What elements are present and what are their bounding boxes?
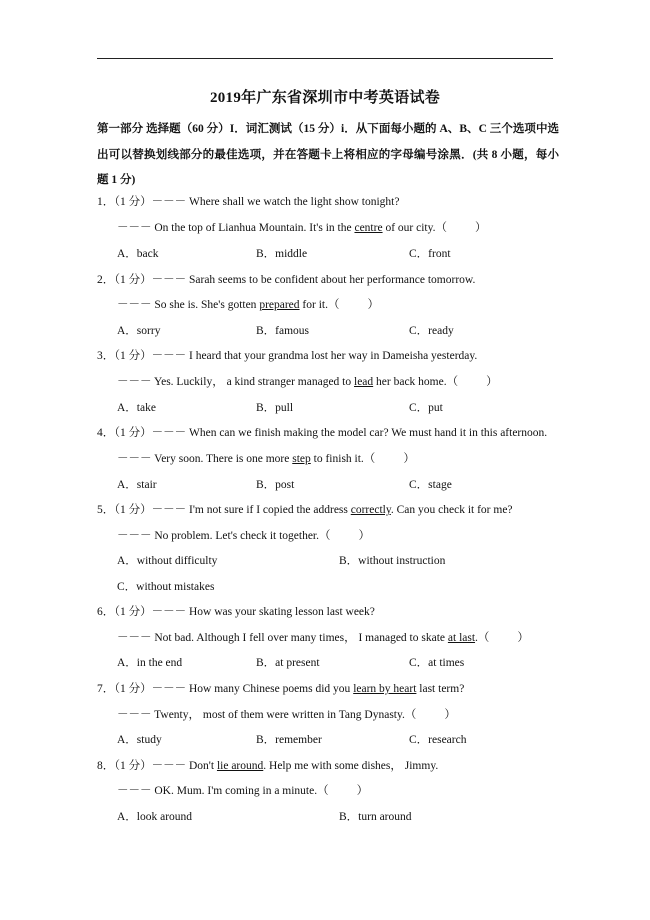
- question-8-option-b[interactable]: B．turn around: [339, 811, 412, 823]
- question-5-answer: －－－ No problem. Let's check it together.（ ）: [117, 530, 370, 542]
- question-5-option-c[interactable]: C．without mistakes: [117, 581, 215, 593]
- question-6-option-b[interactable]: B．at present: [256, 657, 320, 669]
- question-8-option-a[interactable]: A．look around: [117, 811, 193, 823]
- question-1-option-b[interactable]: B．middle: [256, 248, 308, 260]
- question-4-option-b[interactable]: B．post: [256, 479, 295, 491]
- question-4-prompt: 4．（1 分）－－－ When can we finish making the model car? We must hand it in this afternoon.: [97, 427, 548, 439]
- question-1-prompt: 1．（1 分）－－－ Where shall we watch the light show tonight?: [97, 196, 400, 208]
- question-1-option-c[interactable]: C．front: [409, 248, 451, 260]
- question-5-prompt: 5．（1 分）－－－ I'm not sure if I copied the address correctly. Can you check it for me?: [97, 504, 513, 516]
- question-5-option-b[interactable]: B．without instruction: [339, 555, 446, 567]
- underlined-word: learn by heart: [353, 683, 417, 695]
- underlined-word: lie around: [216, 760, 264, 772]
- section-instructions: 第一部分 选择题（60 分）I．词汇测试（15 分）i．从下面每小题的 A、B、C 三个选项中选出可以替换划线部分的最佳选项，并在答题卡上将相应的字母编号涂黑．(共 8 小题，每小题 1 分): [97, 123, 559, 186]
- question-1-option-a[interactable]: A．back: [117, 248, 159, 260]
- question-8-prompt: 8．（1 分）－－－ Don't lie around. Help me with some dishes， Jimmy.: [97, 760, 439, 772]
- underlined-word: centre: [354, 222, 383, 234]
- page-title: 2019年广东省深圳市中考英语试卷: [209, 90, 441, 106]
- underlined-word: lead: [354, 376, 374, 388]
- question-7-answer: －－－ Twenty， most of them were written in Tang Dynasty.（ ）: [117, 709, 456, 721]
- question-1-answer: －－－ On the top of Lianhua Mountain. It's in the centre of our city.（ ）: [117, 222, 487, 234]
- question-6-option-c[interactable]: C．at times: [409, 657, 465, 669]
- question-2-option-b[interactable]: B．famous: [256, 325, 310, 337]
- question-2-option-a[interactable]: A．sorry: [117, 325, 161, 337]
- question-4-option-c[interactable]: C．stage: [409, 479, 452, 491]
- underlined-word: step: [292, 453, 311, 465]
- question-5-option-a[interactable]: A．without difficulty: [117, 555, 218, 567]
- question-3-option-b[interactable]: B．pull: [256, 402, 294, 414]
- question-4-answer: －－－ Very soon. There is one more step to finish it.（ ）: [117, 453, 415, 465]
- question-8-answer: －－－ OK. Mum. I'm coming in a minute.（ ）: [117, 785, 369, 797]
- question-6-option-a[interactable]: A．in the end: [117, 657, 183, 669]
- question-3-option-a[interactable]: A．take: [117, 402, 156, 414]
- question-2-answer: －－－ So she is. She's gotten prepared for it.（ ）: [117, 299, 379, 311]
- question-4-option-a[interactable]: A．stair: [117, 479, 157, 491]
- question-2-option-c[interactable]: C．ready: [409, 325, 454, 337]
- question-7-option-b[interactable]: B．remember: [256, 734, 322, 746]
- question-7-option-c[interactable]: C．research: [409, 734, 467, 746]
- header-rule: [97, 58, 553, 59]
- question-3-prompt: 3．（1 分）－－－ I heard that your grandma lost her way in Dameisha yesterday.: [97, 350, 478, 362]
- underlined-word: at last: [447, 632, 476, 644]
- question-2-prompt: 2．（1 分）－－－ Sarah seems to be confident about her performance tomorrow.: [97, 274, 476, 286]
- question-3-option-c[interactable]: C．put: [409, 402, 443, 414]
- underlined-word: prepared: [259, 299, 300, 311]
- question-6-answer: －－－ Not bad. Although I fell over many times， I managed to skate at last.（ ）: [117, 632, 529, 644]
- question-6-prompt: 6．（1 分）－－－ How was your skating lesson last week?: [97, 606, 375, 618]
- question-3-answer: －－－ Yes. Luckily， a kind stranger managed to lead her back home.（ ）: [117, 376, 498, 388]
- question-7-prompt: 7．（1 分）－－－ How many Chinese poems did you learn by heart last term?: [97, 683, 465, 695]
- underlined-word: correctly: [350, 504, 391, 516]
- question-7-option-a[interactable]: A．study: [117, 734, 162, 746]
